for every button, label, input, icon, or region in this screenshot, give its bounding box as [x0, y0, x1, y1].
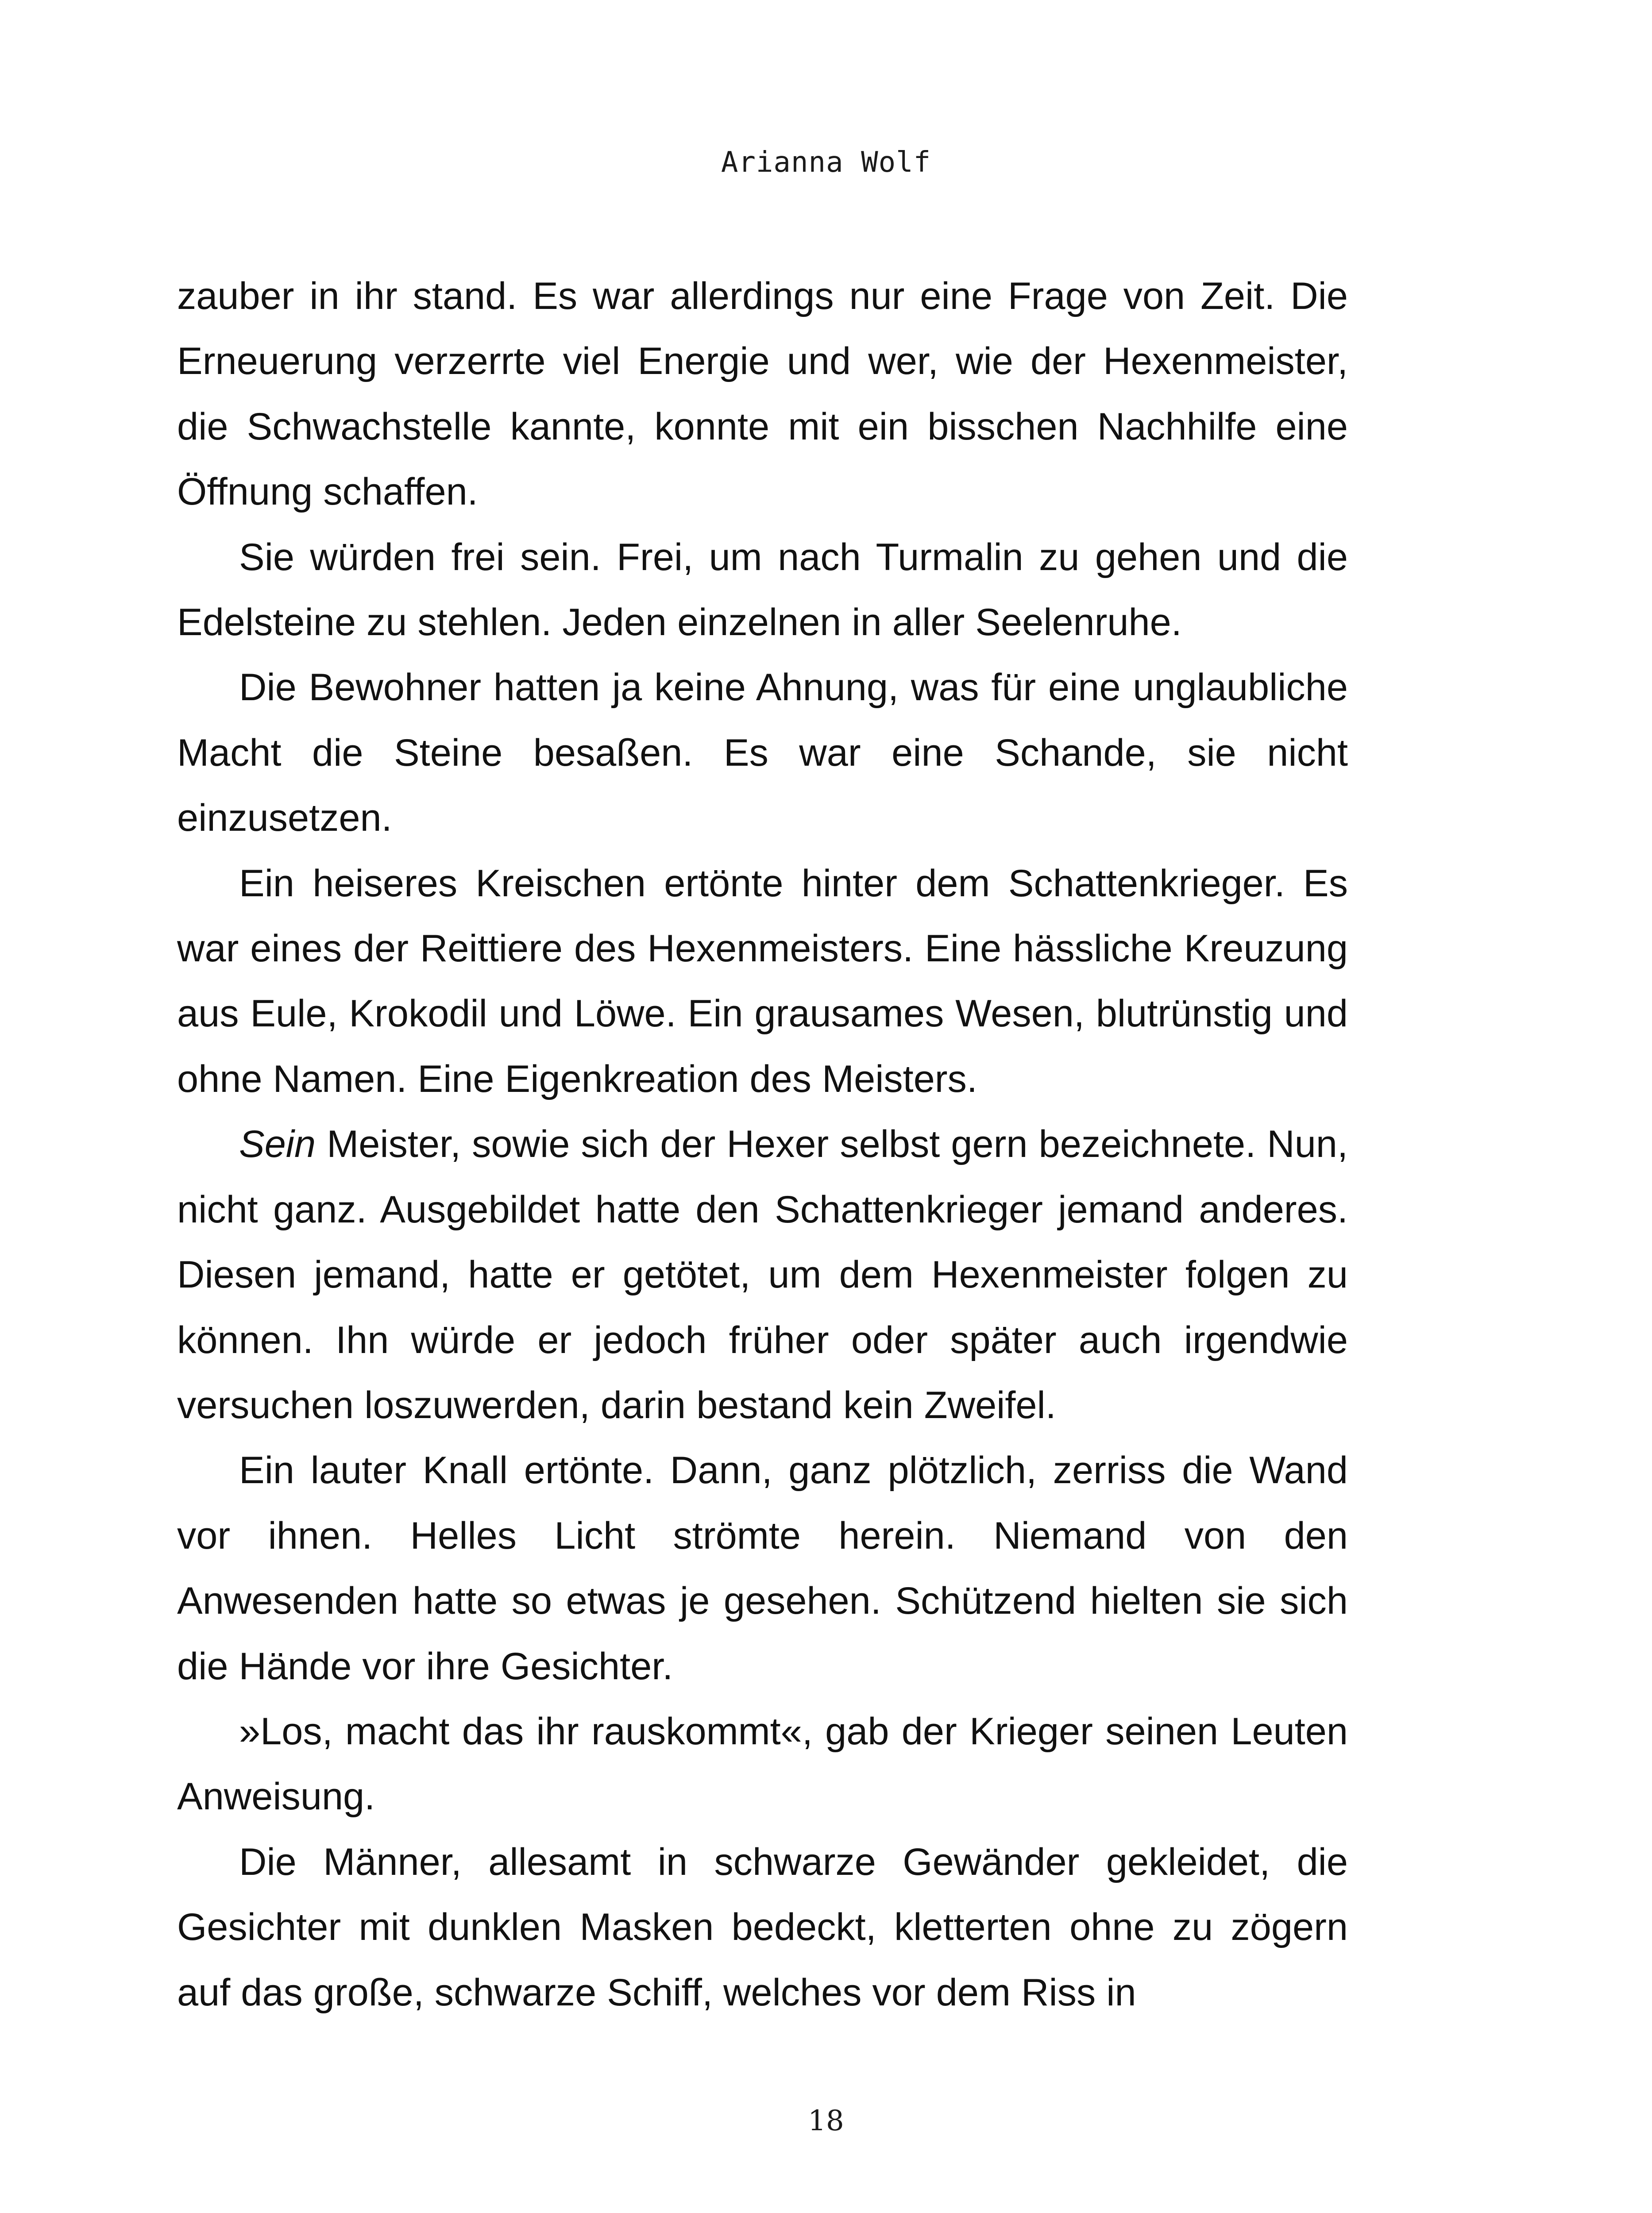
paragraph-text: Sie würden frei sein. Frei, um nach Turmalin zu gehen und die Edelsteine zu stehlen. Jeden einzelnen in aller Seelenruhe. [177, 536, 1348, 644]
paragraph-text: Ein lauter Knall ertönte. Dann, ganz plötzlich, zerriss die Wand vor ihnen. Helles Licht strömte herein. Niemand von den Anwesenden hatte so etwas je gesehen. Schützend hielten sie sich die Hände vor ihre Gesichter. [177, 1449, 1348, 1688]
paragraph [177, 264, 1348, 525]
running-header-author: Arianna Wolf [721, 146, 931, 179]
paragraph-text: Meister, sowie sich der Hexer selbst gern bezeichnete. Nun, nicht ganz. Ausgebildet hatte den Schattenkrieger jemand anderes. Diesen jemand, hatte er getötet, um dem Hexenmeister folgen zu können. Ihn würde er jedoch früher oder später auch irgendwie versuchen loszuwerden, darin bestand kein Zweifel. [177, 1123, 1348, 1426]
paragraph-text: Ein heiseres Kreischen ertönte hinter dem Schattenkrieger. Es war eines der Reittiere des Hexenmeisters. Eine hässliche Kreuzung aus Eule, Krokodil und Löwe. Ein grausames Wesen, blutrünstig und ohne Namen. Eine Eigenkreation des Meisters. [177, 862, 1348, 1100]
paragraph [177, 1699, 1348, 1830]
emphasized-word: Sein [239, 1123, 316, 1166]
paragraph [177, 851, 1348, 1112]
paragraph [177, 1438, 1348, 1699]
paragraph-text: Die Bewohner hatten ja keine Ahnung, was für eine unglaubliche Macht die Steine besaßen. Es war eine Schande, sie nicht einzusetzen. [177, 666, 1348, 840]
paragraph [177, 655, 1348, 851]
paragraph [177, 1830, 1348, 2025]
paragraph-text: »Los, macht das ihr rauskommt«, gab der Krieger seinen Leuten Anweisung. [177, 1710, 1348, 1818]
paragraph-text: zauber in ihr stand. Es war allerdings nur eine Frage von Zeit. Die Erneuerung verzerrte viel Energie und wer, wie der Hexenmeister, die Schwachstelle kannte, konnte mit ein bisschen Nachhilfe eine Öffnung schaffen. [177, 275, 1348, 513]
body-text [177, 264, 1348, 2025]
paragraph [177, 1112, 1348, 1438]
page-number: 18 [808, 2105, 844, 2137]
paragraph-text: Die Männer, allesamt in schwarze Gewänder gekleidet, die Gesichter mit dunklen Masken bedeckt, kletterten ohne zu zögern auf das große, schwarze Schiff, welches vor dem Riss in [177, 1840, 1348, 2014]
paragraph [177, 525, 1348, 655]
